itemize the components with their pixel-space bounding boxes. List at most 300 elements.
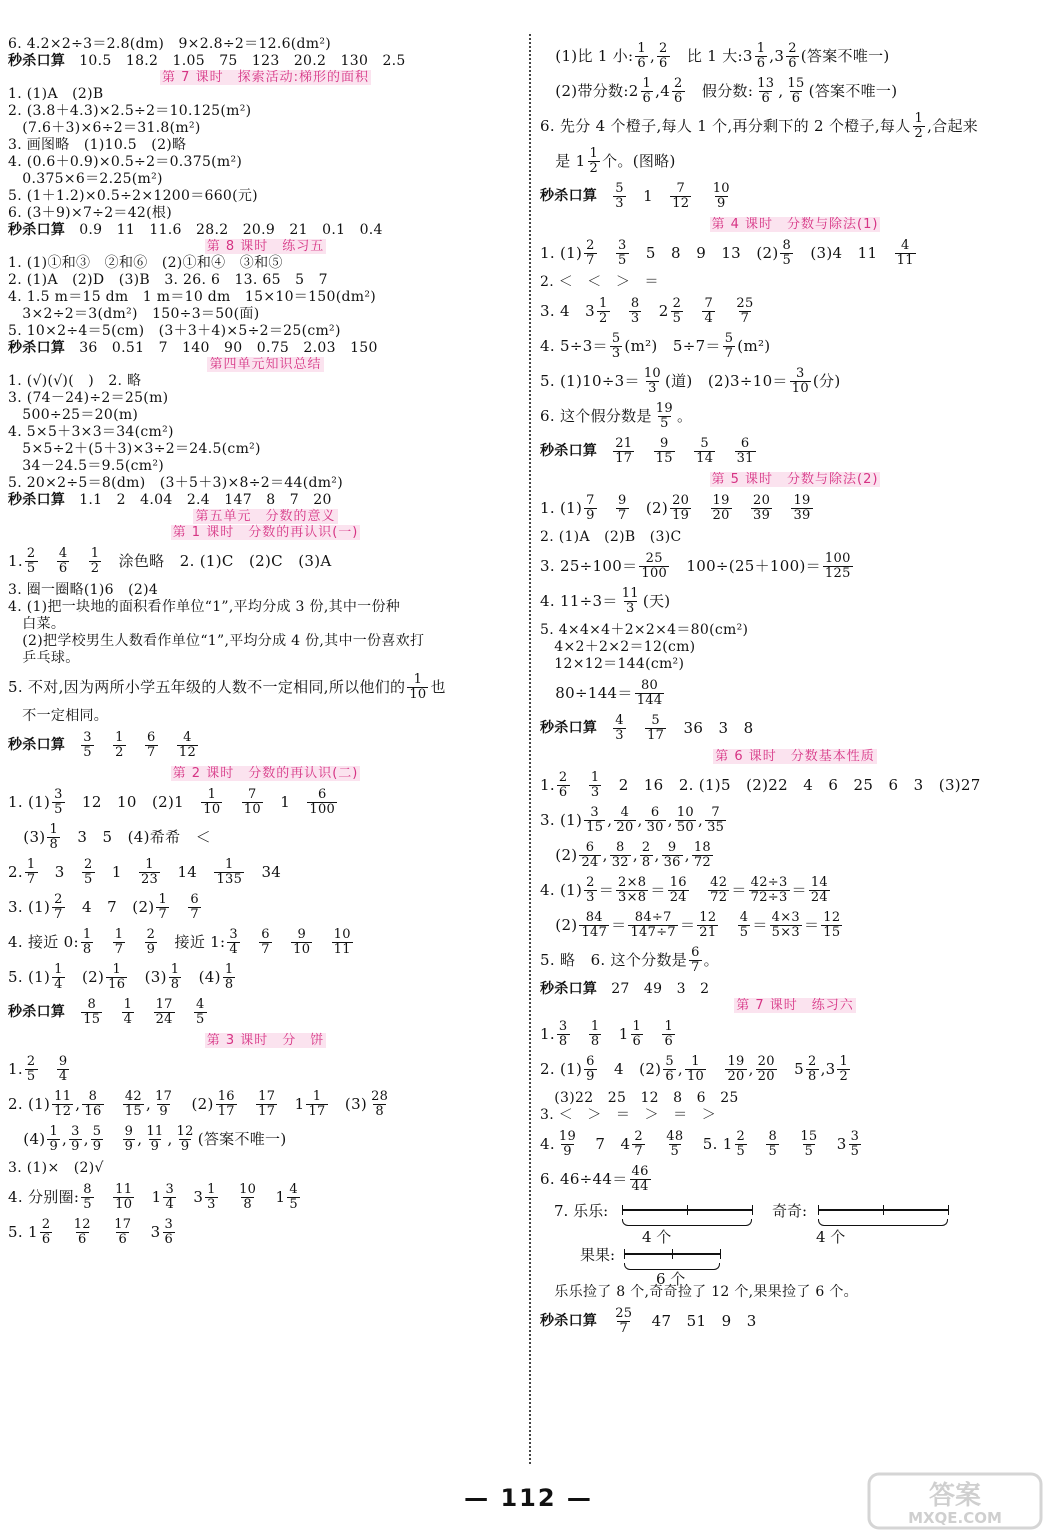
answer-line [8, 823, 523, 852]
numerator: 11 [146, 1124, 164, 1139]
numerator: 4 [900, 238, 910, 253]
denominator: 9 [586, 508, 595, 523]
answer-line [8, 154, 523, 171]
answer-line [8, 708, 523, 725]
fraction [52, 893, 65, 922]
answer-text: 3. 4 3 [540, 302, 595, 320]
denominator: 7 [618, 508, 627, 523]
answer-text [104, 1004, 119, 1021]
answer-text: (2)把学校男生人数看作单位“1”,平均分成 4 份,其中一份喜欢打 [8, 633, 425, 649]
answer-text [734, 500, 749, 517]
answer-line [540, 332, 1050, 361]
fraction [123, 1125, 136, 1154]
answer-line [8, 272, 523, 289]
numerator: 2 [674, 76, 683, 91]
answer-text: ＝ [752, 916, 768, 934]
answer-text: 1 [627, 187, 669, 205]
answer-line [8, 323, 523, 340]
answer-text: 是 1 [540, 152, 586, 170]
answer-text: ＝ [731, 881, 747, 899]
fraction [216, 1090, 237, 1119]
denominator: 39 [793, 508, 811, 523]
fraction [584, 806, 605, 835]
numerator: 1 [49, 1124, 59, 1139]
denominator: 6 [756, 56, 766, 71]
fraction [697, 911, 718, 940]
answer-text: 4. 5÷3＝ [540, 337, 608, 355]
fraction [708, 876, 729, 905]
fraction [702, 297, 715, 326]
fraction [144, 1125, 165, 1154]
numerator: 2 [83, 857, 93, 872]
fraction [81, 1183, 94, 1212]
fraction [25, 547, 38, 576]
answer-text: 4. 接近 0: [8, 933, 79, 951]
numerator: 8 [83, 1182, 92, 1197]
section-heading [540, 472, 1050, 488]
answer-text [677, 443, 692, 460]
numerator: 2×8 [618, 875, 647, 890]
answer-text: , [654, 846, 660, 864]
denominator: 6 [791, 91, 801, 106]
fraction [711, 494, 732, 523]
denominator: 35 [707, 820, 725, 835]
numerator: 2 [26, 546, 36, 561]
answer-text: 2 [643, 302, 669, 320]
answer-text: 3. 画图略 (1)10.5 (2)略 [8, 137, 187, 153]
fraction [91, 1125, 104, 1154]
denominator: 30 [646, 820, 664, 835]
denominator: 3 [615, 728, 624, 743]
answer-line [8, 458, 523, 475]
answer-text: ＝ [791, 881, 807, 899]
numerator: 16 [217, 1089, 235, 1104]
fraction [40, 1218, 53, 1247]
answer-text: 1. [8, 1060, 23, 1078]
denominator: 8 [807, 1069, 817, 1084]
numerator: 1 [82, 927, 92, 942]
guoguo-bar [624, 1253, 720, 1255]
denominator: 8 [590, 1034, 600, 1049]
denominator: 7 [586, 253, 595, 268]
numerator: 8 [615, 840, 625, 855]
numerator: 1 [637, 41, 646, 56]
fraction [57, 1055, 70, 1084]
denominator: 2 [90, 561, 100, 576]
answer-text: 3. (1) [540, 811, 583, 829]
answer-text [220, 1189, 235, 1206]
qiqi-count: 4 个 [816, 1228, 846, 1246]
fraction [223, 963, 236, 992]
numerator: 10 [333, 927, 351, 942]
answer-text: 乒乓球。 [8, 650, 80, 666]
fraction [156, 893, 169, 922]
numerator: 16 [669, 875, 687, 890]
denominator: 7 [619, 1321, 629, 1336]
denominator: 17 [615, 451, 633, 466]
answer-line [540, 274, 1050, 291]
fraction [139, 858, 160, 887]
fraction [738, 911, 751, 940]
answer-text: 5. 1 [687, 1135, 733, 1153]
numerator: 5 [611, 331, 621, 346]
numerator: 1 [642, 76, 652, 91]
fraction [770, 911, 802, 940]
denominator: 17 [258, 1104, 276, 1119]
answer-line [540, 42, 1050, 71]
denominator: 72 [710, 890, 728, 905]
answer-text: 第五单元 分数的意义 [195, 509, 336, 524]
answer-line [8, 547, 523, 576]
answer-text: 1.1 2 4.04 2.4 147 8 7 20 [79, 492, 332, 508]
answer-line [540, 367, 1050, 396]
numerator: 3 [229, 927, 238, 942]
answer-text [720, 917, 735, 934]
answer-text: 1. (1) [540, 244, 583, 262]
answer-line [540, 1284, 1050, 1301]
denominator: 20 [757, 1069, 775, 1084]
fraction [785, 77, 806, 106]
numerator: 8 [88, 1089, 98, 1104]
answer-text [128, 737, 143, 754]
fraction [895, 239, 916, 268]
numerator: 42 [124, 1089, 142, 1104]
answer-text: 也 [430, 678, 446, 696]
answer-text: (天) [642, 592, 671, 610]
answer-text: 。 [703, 951, 719, 969]
answer-text: , [748, 1060, 754, 1078]
watermark-line1: 答案 [928, 1481, 982, 1511]
answer-text: 接近 1: [159, 933, 226, 951]
fraction [751, 494, 772, 523]
answer-text: (2) [630, 499, 669, 517]
answer-text: 4. (1) [540, 881, 583, 899]
denominator: 5 [83, 1197, 92, 1212]
denominator: 6 [761, 91, 771, 106]
guoguo-label: 果果: [580, 1246, 616, 1264]
numerator: 6 [146, 730, 156, 745]
answer-text: 比 1 大:3 [671, 47, 753, 65]
answer-text: , [146, 1095, 152, 1113]
denominator: 3 [630, 311, 640, 326]
answer-line [8, 1160, 523, 1177]
numerator: 2 [558, 770, 568, 785]
denominator: 125 [824, 566, 851, 581]
numerator: 1 [225, 857, 234, 872]
numerator: 9 [124, 1124, 134, 1139]
answer-text: (分) [812, 372, 841, 390]
answer-text: ,4 [655, 82, 671, 100]
answer-text: (2)带分数:2 [540, 82, 639, 100]
answer-text [177, 1004, 192, 1021]
mental-math-label: 秒杀口算 [8, 53, 66, 69]
numerator: 10 [239, 1182, 257, 1197]
answer-text [599, 500, 614, 517]
fraction [589, 1020, 602, 1049]
denominator: 5 [736, 1144, 746, 1159]
answer-text: 6. (3＋9)×7÷2＝42(根) [8, 205, 172, 221]
fraction [635, 679, 665, 708]
denominator: 5 [196, 1012, 205, 1027]
numerator: 11 [621, 586, 639, 601]
fraction [654, 437, 675, 466]
numerator: 4 [58, 546, 68, 561]
left-column [8, 36, 523, 1253]
fraction [635, 42, 648, 71]
numerator: 5 [651, 713, 660, 728]
fraction [821, 911, 842, 940]
numerator: 15 [787, 76, 805, 91]
answer-text [95, 934, 110, 951]
answer-text: , [667, 811, 673, 829]
denominator: 7 [26, 872, 36, 887]
denominator: 5 [660, 416, 669, 431]
numerator: 12 [176, 1124, 194, 1139]
numerator: 1 [54, 962, 63, 977]
denominator: 100 [309, 802, 336, 817]
denominator: 10 [115, 1197, 133, 1212]
answer-line [540, 1020, 1050, 1049]
denominator: 6 [58, 561, 68, 576]
fraction [584, 876, 597, 905]
answer-text: 500÷25＝20(m) [8, 407, 139, 423]
fraction [69, 1125, 82, 1154]
fraction [849, 1130, 862, 1159]
answer-line [8, 788, 523, 817]
answer-text: 第 3 课时 分 饼 [206, 1033, 325, 1048]
answer-text: (3)22 25 12 8 6 25 [540, 1090, 739, 1106]
denominator: 11 [896, 253, 914, 268]
numerator: 28 [371, 1089, 389, 1104]
denominator: 15 [124, 1104, 142, 1119]
answer-line [8, 633, 523, 650]
answer-text [96, 737, 111, 754]
numerator: 1 [839, 1054, 849, 1069]
answer-text: 1. [8, 552, 23, 570]
fraction [153, 1090, 174, 1119]
answer-text: 1. [540, 776, 555, 794]
answer-text [40, 553, 55, 570]
section-heading-text [171, 766, 361, 781]
fraction [369, 1090, 390, 1119]
numerator: 48 [666, 1129, 684, 1144]
numerator: 2 [41, 1217, 51, 1232]
section-heading [540, 749, 1050, 765]
answer-text: 12 10 (2)1 [66, 793, 200, 811]
numerator: 6 [586, 1054, 595, 1069]
numerator: 8 [87, 997, 97, 1012]
answer-text: (道) (2)3÷10＝ [664, 372, 788, 390]
answer-line [8, 373, 523, 390]
answer-text: 6. 4.2×2÷3＝2.8(dm) 9×2.8÷2＝12.6(dm²) [8, 36, 332, 52]
denominator: 5 [26, 561, 36, 576]
answer-line [8, 1125, 523, 1154]
answer-text: 第 6 课时 分数基本性质 [715, 749, 875, 764]
denominator: 9 [150, 1139, 160, 1154]
denominator: 3 [207, 1197, 216, 1212]
answer-text: 3. 圈一圈略(1)6 (2)4 [8, 582, 159, 598]
denominator: 3 [625, 601, 635, 616]
section-heading-text [193, 509, 337, 524]
answer-text [95, 1224, 110, 1241]
answer-text: 4. 11÷3＝ [540, 592, 618, 610]
answer-text [717, 443, 732, 460]
denominator: 17 [217, 1104, 235, 1119]
numerator: 6 [190, 892, 199, 907]
answer-text: 5. (1)10÷3＝ [540, 372, 640, 390]
section-heading-text [171, 525, 361, 540]
fraction [616, 494, 629, 523]
denominator: 20 [712, 508, 730, 523]
numerator: 10 [643, 366, 661, 381]
numerator: 3 [590, 805, 599, 820]
answer-text: 1 [603, 1025, 629, 1043]
numerator: 1 [632, 1019, 642, 1034]
fraction [790, 367, 811, 396]
answer-text: 2. ＜ ＜ ＞ ＝ [540, 274, 659, 290]
denominator: 10 [243, 802, 261, 817]
denominator: 5 [768, 1144, 778, 1159]
answer-line [8, 188, 523, 205]
denominator: 4 [123, 1012, 133, 1027]
numerator: 1 [170, 962, 180, 977]
numerator: 10 [712, 181, 730, 196]
denominator: 15 [655, 451, 673, 466]
fraction [81, 928, 94, 957]
denominator: 5 [850, 1144, 860, 1159]
numerator: 8 [630, 296, 640, 311]
fraction [913, 112, 926, 141]
answer-line [540, 239, 1050, 268]
denominator: 2 [914, 126, 924, 141]
answer-text: 6. 先分 4 个橙子,每人 1 个,再分剩下的 2 个橙子,每人 [540, 117, 911, 135]
denominator: 147÷7 [630, 925, 676, 940]
watermark-line2: MXQE.COM [908, 1509, 1002, 1527]
answer-text: 4. [540, 1135, 555, 1153]
denominator: 9 [146, 942, 156, 957]
numerator: 19 [727, 1054, 745, 1069]
fraction [112, 1218, 133, 1247]
denominator: 8 [641, 855, 651, 870]
fraction [25, 858, 38, 887]
answer-text [749, 1136, 764, 1153]
section-heading [8, 357, 523, 373]
answer-text: 27 49 3 2 [611, 981, 710, 997]
section-heading-text [710, 472, 881, 487]
numerator: 80 [640, 678, 659, 693]
answer-text: 第 5 课时 分数与除法(2) [711, 472, 879, 487]
numerator: 2 [736, 1129, 746, 1144]
denominator: 8 [82, 942, 92, 957]
denominator: 7 [634, 1144, 643, 1159]
numerator: 1 [312, 1089, 322, 1104]
denominator: 6 [164, 1232, 174, 1247]
denominator: 17 [647, 728, 665, 743]
numerator: 14 [810, 875, 828, 890]
answer-text: 5. (1＋1.2)×0.5÷2×1200＝660(元) [8, 188, 258, 204]
answer-text: 4. 分别圈: [8, 1188, 80, 1206]
numerator: 17 [258, 1089, 276, 1104]
fraction [52, 788, 65, 817]
fraction [823, 552, 853, 581]
denominator: 50 [676, 820, 694, 835]
fraction [689, 946, 702, 975]
answer-line [8, 306, 523, 323]
answer-line [8, 120, 523, 137]
denominator: 12 [672, 196, 690, 211]
numerator: 17 [114, 1217, 132, 1232]
denominator: 7 [740, 311, 750, 326]
denominator: 5 [26, 1069, 36, 1084]
section-heading [8, 509, 523, 525]
answer-text: 1 [136, 1188, 162, 1206]
mental-math-label: 秒杀口算 [8, 340, 66, 356]
denominator: 5 [672, 311, 682, 326]
answer-text: 1. [540, 1025, 555, 1043]
numerator: 1 [664, 1019, 674, 1034]
guoguo-count: 6 个 [656, 1270, 686, 1288]
answer-text: (3)4 11 [795, 244, 893, 262]
denominator: 7 [158, 907, 168, 922]
answer-text: , [602, 846, 608, 864]
denominator: 21 [699, 925, 717, 940]
fraction [25, 1055, 38, 1084]
answer-text: 100÷(25＋100)＝ [671, 557, 821, 575]
answer-text: ＝ [598, 881, 615, 899]
fraction [113, 731, 126, 760]
answer-text: , [649, 47, 656, 65]
fraction [620, 587, 641, 616]
section-heading [8, 70, 523, 86]
answer-text: (答案不唯一) [808, 82, 898, 100]
numerator: 1 [224, 962, 234, 977]
section-heading-text [734, 998, 856, 1013]
answer-text: 5. 10×2÷4＝5(cm) (3＋3＋4)×5÷2＝25(cm²) [8, 323, 341, 339]
answer-text: 4. (1)把一块地的面积看作单位“1”,平均分成 3 份,其中一份种 [8, 599, 401, 615]
fraction [616, 239, 629, 268]
numerator: 1 [145, 857, 154, 872]
numerator: 1 [589, 146, 599, 161]
denominator: 8 [170, 977, 180, 992]
numerator: 1 [112, 962, 122, 977]
answer-text: 12×12＝144(cm²) [540, 656, 685, 672]
answer-text: 36 0.51 7 140 90 0.75 2.03 150 [79, 340, 378, 356]
fraction [588, 147, 601, 176]
numerator: 8 [768, 1129, 778, 1144]
answer-text: 乐乐捡了 8 个,奇奇捡了 12 个,果果捡了 6 个。 [540, 1284, 858, 1300]
answer-text: 3 5 (4)希希 ＜ [62, 828, 211, 846]
mental-math-row [540, 437, 1050, 466]
answer-text: , [83, 1130, 89, 1148]
fraction [672, 77, 685, 106]
answer-text: 1. (1) [8, 793, 51, 811]
denominator: 3 [590, 785, 600, 800]
answer-text: , [637, 811, 643, 829]
fraction [614, 806, 635, 835]
fraction [407, 673, 428, 702]
fraction [163, 1183, 176, 1212]
answer-text: 3. (1)× (2)√ [8, 1160, 104, 1176]
numerator: 2 [54, 892, 63, 907]
numerator: 1 [26, 857, 36, 872]
denominator: 6 [674, 91, 683, 106]
numerator: 2 [807, 1054, 817, 1069]
answer-text [105, 1131, 120, 1148]
mental-math-row [8, 340, 523, 357]
answer-text: , [677, 1060, 683, 1078]
answer-text [693, 188, 708, 205]
fraction [81, 998, 102, 1027]
